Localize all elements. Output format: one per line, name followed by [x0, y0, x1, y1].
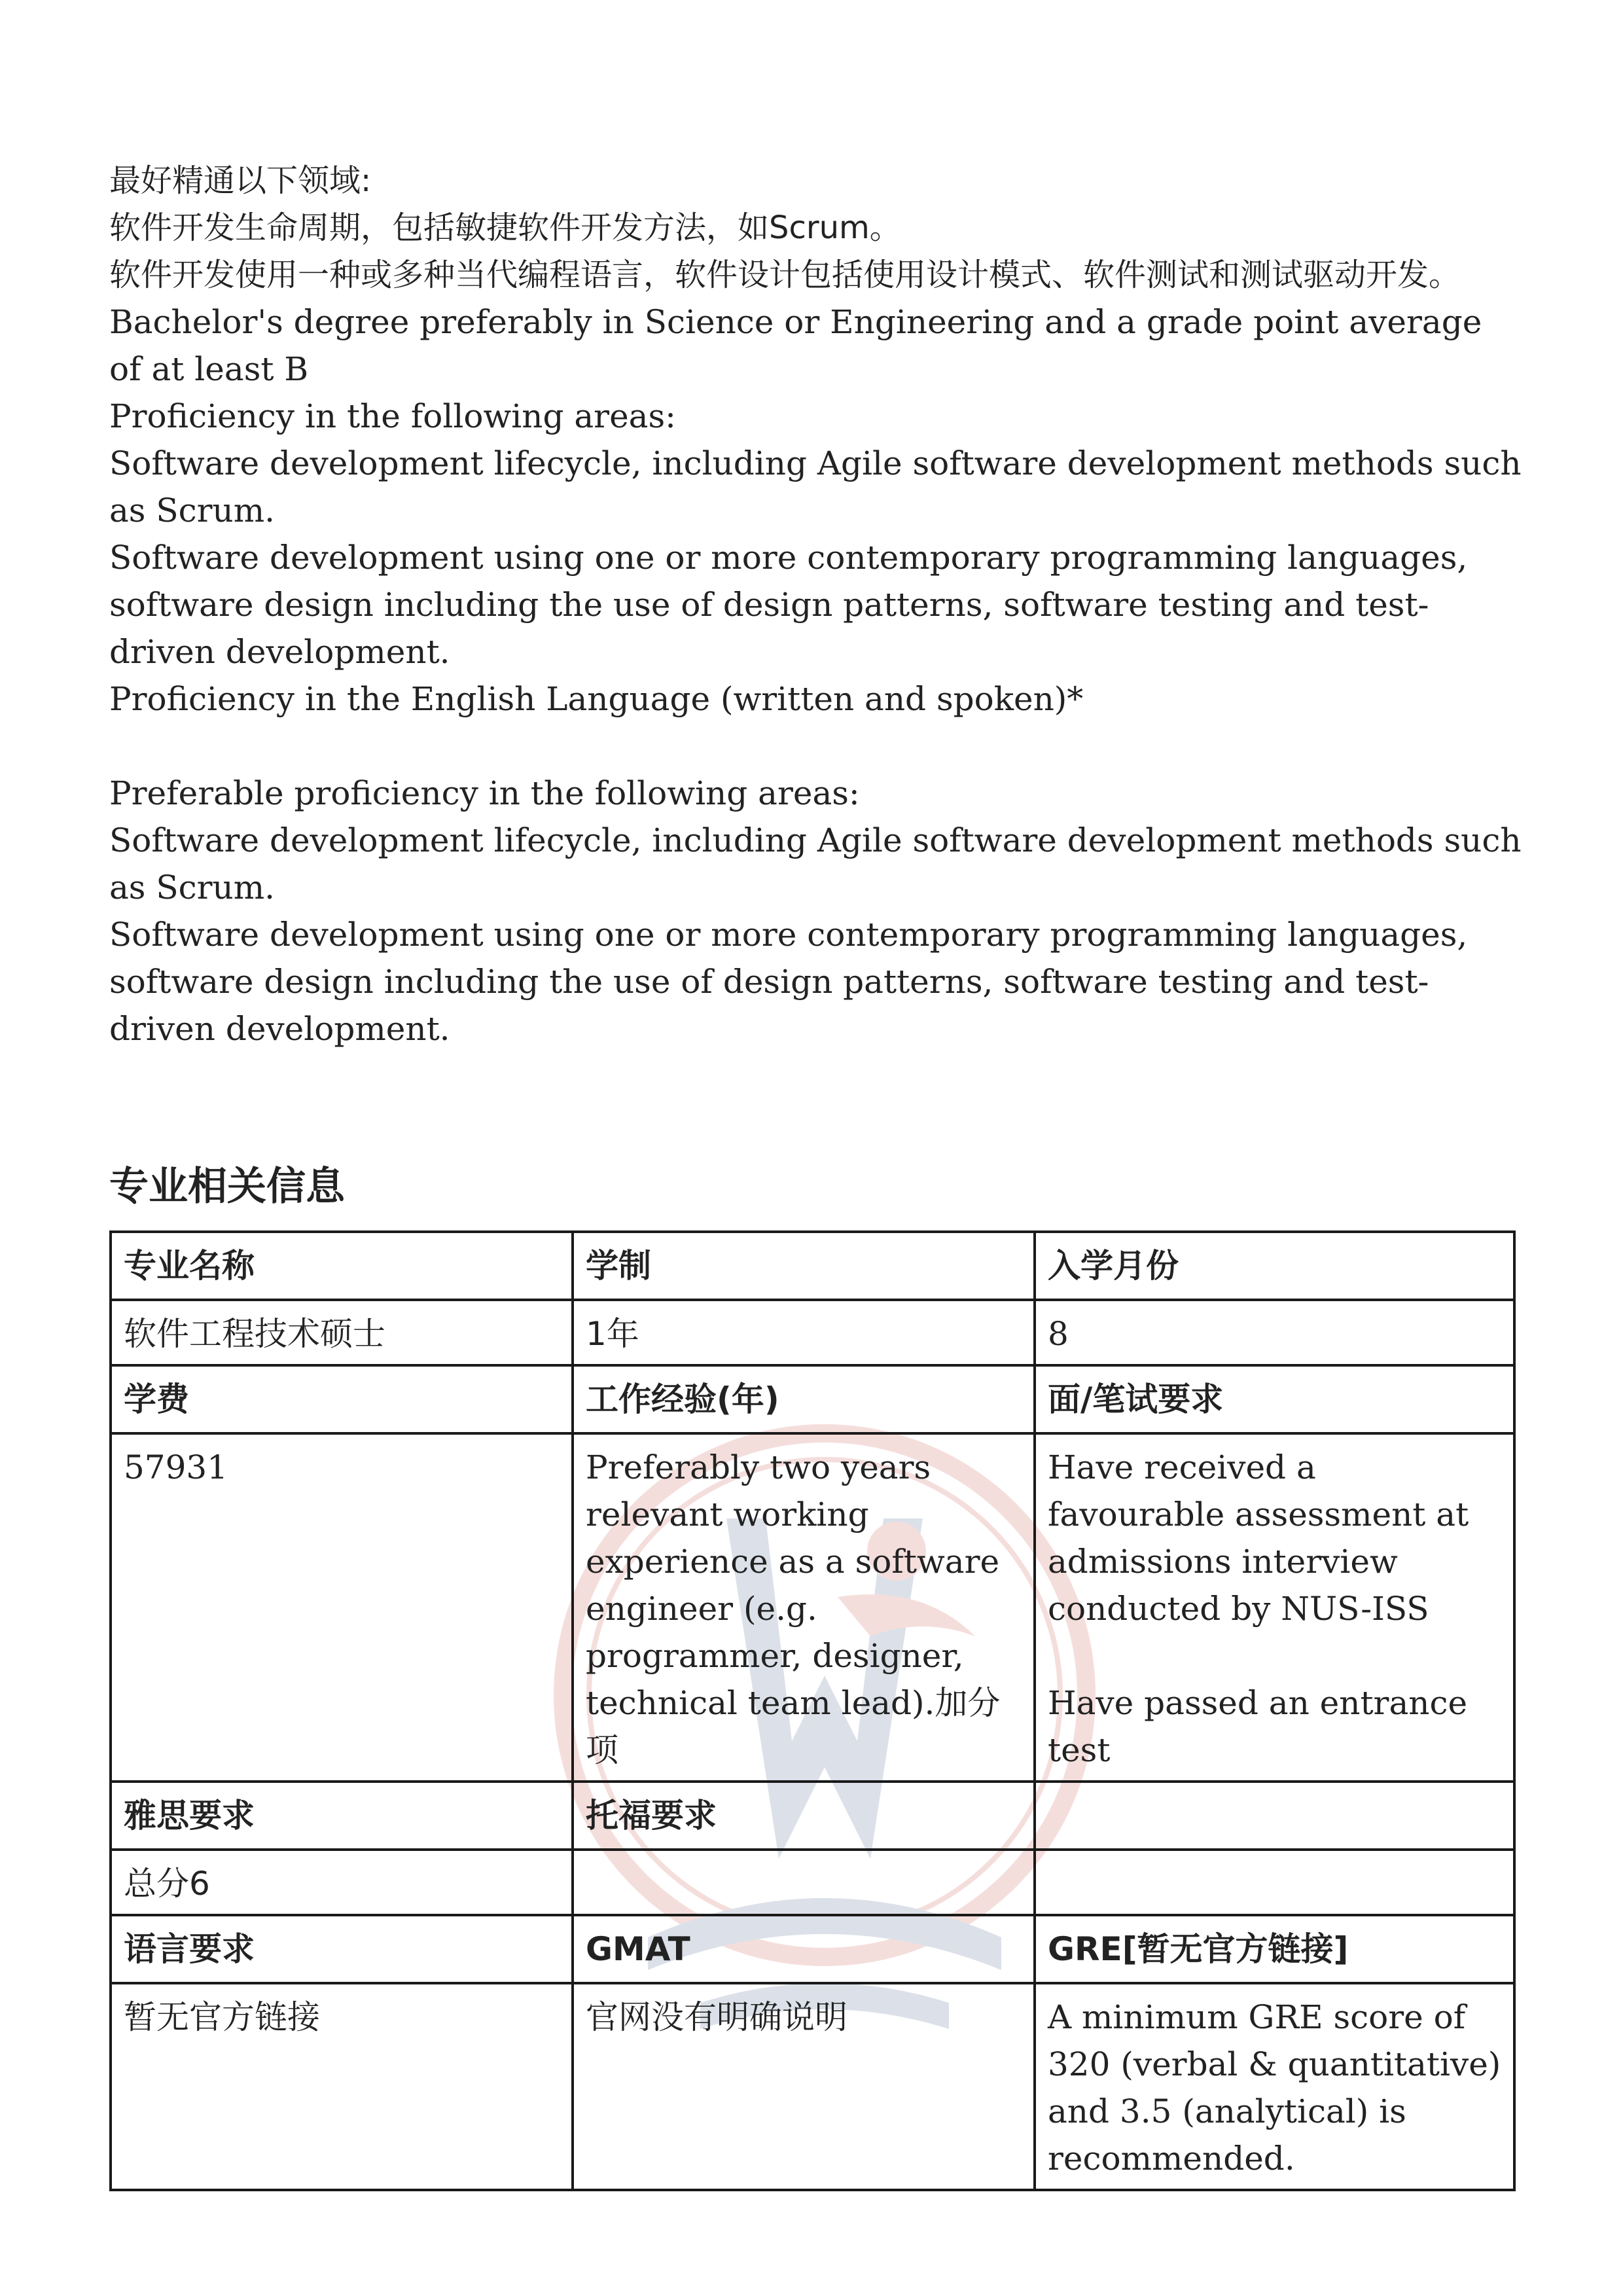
table-row — [111, 1365, 1514, 1433]
table-row — [111, 1983, 1514, 2190]
program-info-table — [109, 1230, 1516, 2191]
header-language: 语言要求 — [111, 1915, 573, 1983]
header-ielts: 雅思要求 — [111, 1782, 573, 1850]
cell-toefl — [573, 1850, 1035, 1915]
proficiency-item-1: Software development lifecycle, including Agile software development methods such as Scrum. — [109, 444, 1532, 529]
preferable-heading: Preferable proficiency in the following areas: — [109, 774, 860, 812]
header-gre: GRE[暂无官方链接] — [1035, 1915, 1514, 1983]
header-duration: 学制 — [573, 1232, 1035, 1300]
cell-empty — [1035, 1850, 1514, 1915]
cell-program-name: 软件工程技术硕士 — [111, 1300, 573, 1365]
interview-requirement: Have received a favourable assessment at admissions interview conducted by NUS-ISS — [1048, 1448, 1469, 1628]
cell-gmat: 官网没有明确说明 — [573, 1983, 1035, 2190]
preferable-item-1: Software development lifecycle, including Agile software development methods such as Scrum. — [109, 821, 1532, 906]
table-row — [111, 1232, 1514, 1300]
preferable-item-2: Software development using one or more contemporary programming languages, software design including the use of design patterns, software testing and test-driven development. — [109, 916, 1478, 1048]
proficiency-item-2: Software development using one or more contemporary programming languages, software design including the use of design patterns, software testing and test-driven development. — [109, 539, 1478, 671]
header-tuition: 学费 — [111, 1365, 573, 1433]
intro-zh-line-2: 软件开发生命周期，包括敏捷软件开发方法，如Scrum。 — [109, 209, 901, 246]
entrance-test-requirement: Have passed an entrance test — [1048, 1684, 1468, 1769]
cell-gre: A minimum GRE score of 320 (verbal & quantitative) and 3.5 (analytical) is recommended. — [1035, 1983, 1514, 2190]
spacer — [1048, 1632, 1501, 1679]
cell-language: 暂无官方链接 — [111, 1983, 573, 2190]
cell-ielts: 总分6 — [111, 1850, 573, 1915]
cell-interview-test — [1035, 1433, 1514, 1782]
table-row — [111, 1850, 1514, 1915]
cell-tuition: 57931 — [111, 1433, 573, 1782]
intro-zh-line-1: 最好精通以下领域: — [109, 162, 372, 199]
intro-text-block — [109, 157, 1532, 1052]
cell-intake-month: 8 — [1035, 1300, 1514, 1365]
header-interview-test: 面/笔试要求 — [1035, 1365, 1514, 1433]
table-row — [111, 1915, 1514, 1983]
table-row — [111, 1782, 1514, 1850]
degree-requirement: Bachelor's degree preferably in Science or Engineering and a grade point average of at least B — [109, 303, 1493, 388]
cell-duration: 1年 — [573, 1300, 1035, 1365]
section-title: 专业相关信息 — [109, 1164, 345, 1210]
intro-zh-line-3: 软件开发使用一种或多种当代编程语言，软件设计包括使用设计模式、软件测试和测试驱动开发。 — [109, 257, 1461, 293]
table-row — [111, 1300, 1514, 1365]
cell-work-experience: Preferably two years relevant working experience as a software engineer (e.g. programmer, designer, technical team lead).加分项 — [573, 1433, 1035, 1782]
header-empty — [1035, 1782, 1514, 1850]
header-work-experience: 工作经验(年) — [573, 1365, 1035, 1433]
proficiency-item-3: Proficiency in the English Language (written and spoken)* — [109, 680, 1084, 718]
header-toefl: 托福要求 — [573, 1782, 1035, 1850]
header-program-name: 专业名称 — [111, 1232, 573, 1300]
proficiency-heading: Proficiency in the following areas: — [109, 397, 676, 435]
header-gmat: GMAT — [573, 1915, 1035, 1983]
table-row — [111, 1433, 1514, 1782]
header-intake-month: 入学月份 — [1035, 1232, 1514, 1300]
spacer — [109, 723, 1523, 770]
